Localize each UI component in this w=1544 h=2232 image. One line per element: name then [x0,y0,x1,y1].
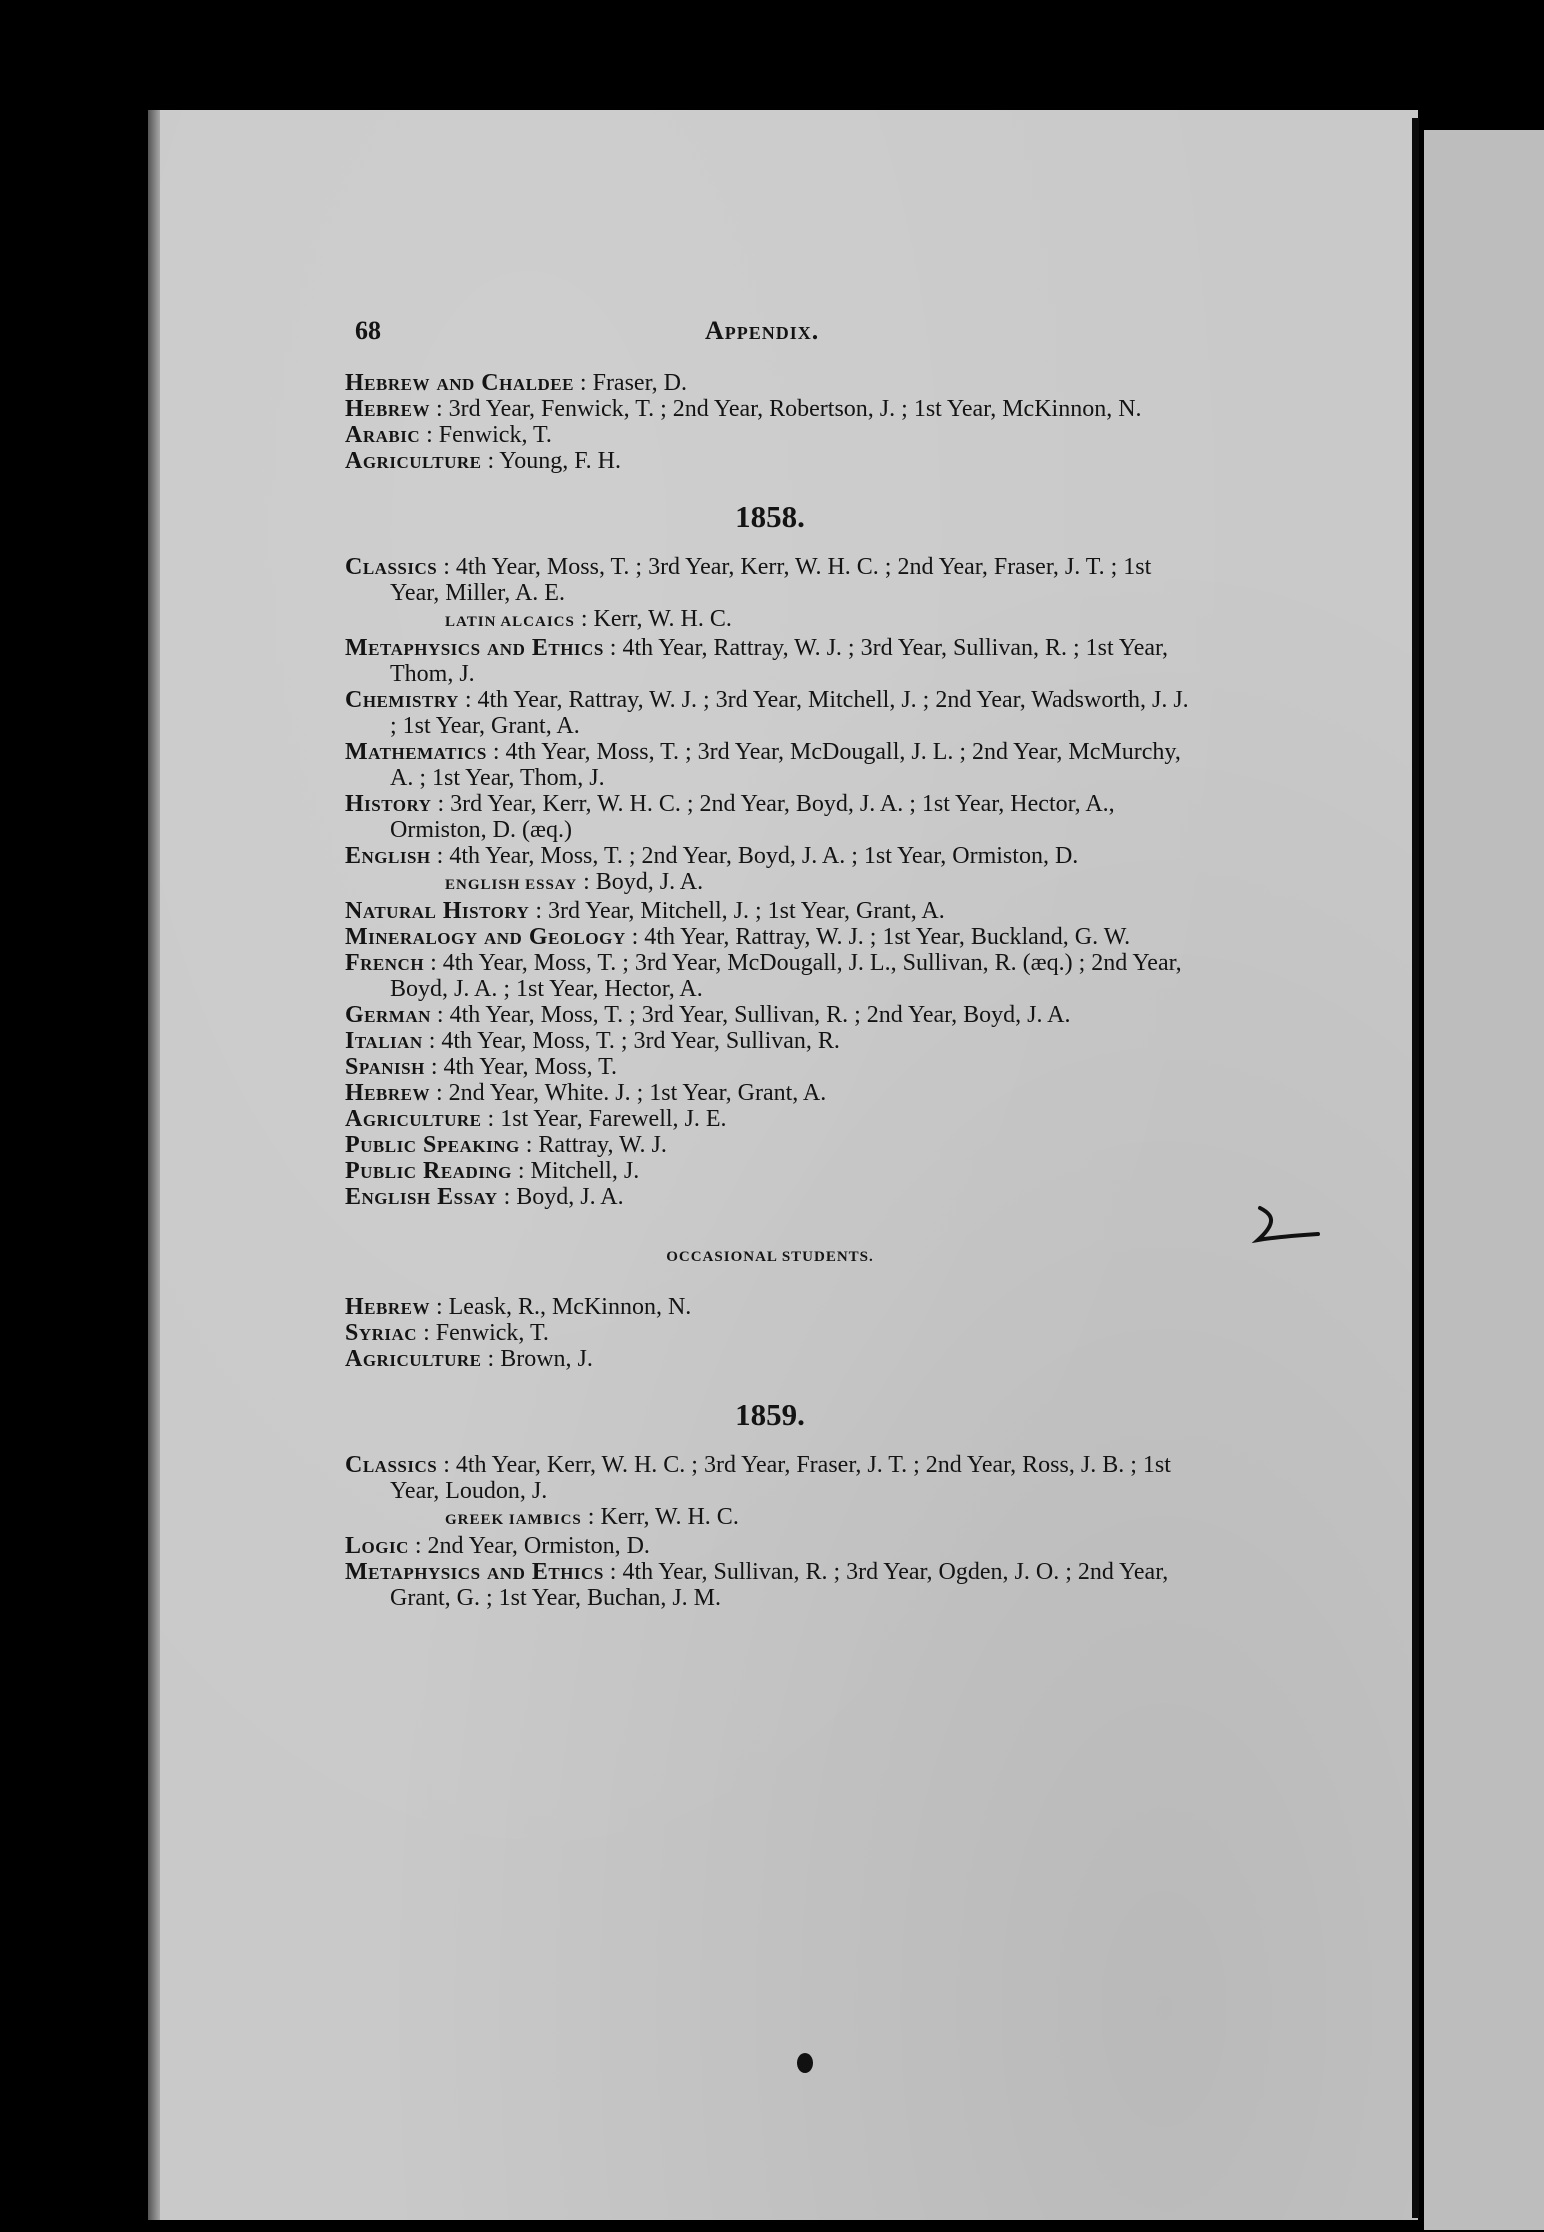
subject-label: Hebrew [345,1294,430,1320]
occasional-students-heading [345,1244,1195,1270]
entry: Hebrew : 2nd Year, White. J. ; 1st Year, Grant, A. [345,1080,827,1106]
subject-label: ENGLISH ESSAY [445,877,578,893]
subject-label: Public Reading [345,1158,512,1184]
running-head: Appendix. [705,316,820,345]
subject-label: Classics [345,1452,438,1478]
year-heading-1858: 1858. [735,499,805,534]
page-content [345,318,1195,1611]
entry-text: 4th Year, Rattray, W. J. ; 3rd Year, Sullivan, R. ; 1st Year, Thom, J. [390,635,1169,687]
subject-label: Mathematics [345,739,487,765]
entry-text: 4th Year, Rattray, W. J. ; 3rd Year, Mitchell, J. ; 2nd Year, Wadsworth, J. J. ; 1st Year, Grant, A. [390,687,1189,739]
page-edge [148,110,160,2220]
subject-label: Logic [345,1533,409,1559]
subject-label: GREEK IAMBICS [445,1512,582,1528]
entry-text: 1st Year, Farewell, J. E. [500,1106,727,1132]
entry-text: Kerr, W. H. C. [593,606,732,632]
entry: History : 3rd Year, Kerr, W. H. C. ; 2nd Year, Boyd, J. A. ; 1st Year, Hector, A., Ormiston, D. (æq.) [345,791,1115,843]
entry-text: Boyd, J. A. [516,1184,624,1210]
entry-text: Rattray, W. J. [538,1132,667,1158]
page-number: 68 [355,316,381,345]
subject-label: Hebrew and Chaldee [345,370,574,396]
entry: Mathematics : 4th Year, Moss, T. ; 3rd Year, McDougall, J. L. ; 2nd Year, McMurchy, A. ; 1st Year, Thom, J. [345,739,1181,791]
entry-text: 4th Year, Moss, T. ; 3rd Year, Sullivan, R. [441,1028,840,1054]
entry-text: 4th Year, Moss, T. ; 3rd Year, Kerr, W. H. C. ; 2nd Year, Fraser, J. T. ; 1st Year, Miller, A. E. [390,554,1152,606]
subject-label: German [345,1002,431,1028]
entry: English Essay : Boyd, J. A. [345,1184,624,1210]
entry-text: Brown, J. [500,1346,593,1372]
entry-text: Mitchell, J. [530,1158,640,1184]
entry: Chemistry : 4th Year, Rattray, W. J. ; 3rd Year, Mitchell, J. ; 2nd Year, Wadsworth, J. J. ; 1st Year, Grant, A. [345,687,1189,739]
entry-text: Fenwick, T. [435,1320,549,1346]
entry: Public Reading : Mitchell, J. [345,1158,640,1184]
entry-text: 4th Year, Rattray, W. J. ; 1st Year, Buckland, G. W. [644,924,1131,950]
entry: Spanish : 4th Year, Moss, T. [345,1054,618,1080]
entry-text: 3rd Year, Kerr, W. H. C. ; 2nd Year, Boyd, J. A. ; 1st Year, Hector, A., Ormiston, D. (æq.) [390,791,1115,843]
entry-text: 4th Year, Sullivan, R. ; 3rd Year, Ogden, J. O. ; 2nd Year, Grant, G. ; 1st Year, Buchan, J. M. [390,1559,1169,1611]
entry: English : 4th Year, Moss, T. ; 2nd Year, Boyd, J. A. ; 1st Year, Ormiston, D. [345,843,1079,869]
entry: Hebrew : 3rd Year, Fenwick, T. ; 2nd Year, Robertson, J. ; 1st Year, McKinnon, N. [345,396,1142,422]
subject-label: English Essay [345,1184,498,1210]
entry-text: Kerr, W. H. C. [600,1504,739,1530]
entry: Metaphysics and Ethics : 4th Year, Sullivan, R. ; 3rd Year, Ogden, J. O. ; 2nd Year, Grant, G. ; 1st Year, Buchan, J. M. [345,1559,1169,1611]
subject-label: English [345,843,431,869]
entry-text: Leask, R., McKinnon, N. [448,1294,692,1320]
entry: Logic : 2nd Year, Ormiston, D. [345,1533,650,1559]
subject-label: French [345,950,425,976]
subject-label: Metaphysics and Ethics [345,1559,604,1585]
subject-label: Hebrew [345,396,430,422]
entry-text: Fraser, D. [592,370,687,396]
book-gutter [1412,118,1419,2218]
entry: German : 4th Year, Moss, T. ; 3rd Year, Sullivan, R. ; 2nd Year, Boyd, J. A. [345,1002,1071,1028]
intro-entries [345,370,1195,474]
entry: Agriculture : Brown, J. [345,1346,593,1372]
subject-label: LATIN ALCAICS [445,614,575,630]
entry-text: Boyd, J. A. [595,869,704,895]
entry-text: Fenwick, T. [438,422,552,448]
subject-label: Italian [345,1028,423,1054]
entry: Natural History : 3rd Year, Mitchell, J. ; 1st Year, Grant, A. [345,898,945,924]
entry-text: 4th Year, Moss, T. ; 3rd Year, McDougall, J. L., Sullivan, R. (æq.) ; 2nd Year, Boyd, J. A. ; 1st Year, Hector, A. [390,950,1182,1002]
sub-entry: GREEK IAMBICS : Kerr, W. H. C. [445,1504,739,1530]
subject-label: Syriac [345,1320,418,1346]
subject-label: Metaphysics and Ethics [345,635,604,661]
year-heading-1859: 1859. [735,1397,805,1432]
sub-entry: LATIN ALCAICS : Kerr, W. H. C. [445,606,732,632]
ink-blot [797,2053,813,2073]
entry-text: Young, F. H. [499,448,621,474]
entry: Hebrew and Chaldee : Fraser, D. [345,370,687,396]
subject-label: Chemistry [345,687,459,713]
entry-text: 2nd Year, Ormiston, D. [427,1533,650,1559]
subject-label: Classics [345,554,438,580]
occasional-heading-text: OCCASIONAL STUDENTS. [666,1249,874,1265]
entry: Classics : 4th Year, Kerr, W. H. C. ; 3rd Year, Fraser, J. T. ; 2nd Year, Ross, J. B. ; 1st Year, Loudon, J. [345,1452,1171,1504]
subject-label: Agriculture [345,448,482,474]
entry: French : 4th Year, Moss, T. ; 3rd Year, McDougall, J. L., Sullivan, R. (æq.) ; 2nd Year, Boyd, J. A. ; 1st Year, Hector, A. [345,950,1182,1002]
entry: Mineralogy and Geology : 4th Year, Rattray, W. J. ; 1st Year, Buckland, G. W. [345,924,1131,950]
occasional-students [345,1294,1195,1372]
subject-label: Hebrew [345,1080,430,1106]
subject-label: Arabic [345,422,421,448]
entry: Italian : 4th Year, Moss, T. ; 3rd Year, Sullivan, R. [345,1028,840,1054]
subject-label: Natural History [345,898,530,924]
entry-text: 4th Year, Moss, T. [443,1054,618,1080]
entry: Metaphysics and Ethics : 4th Year, Rattray, W. J. ; 3rd Year, Sullivan, R. ; 1st Year, Thom, J. [345,635,1169,687]
entry: Agriculture : Young, F. H. [345,448,621,474]
entry-text: 3rd Year, Mitchell, J. ; 1st Year, Grant, A. [547,898,945,924]
pencil-mark [1248,1200,1328,1260]
entry-text: 4th Year, Moss, T. ; 2nd Year, Boyd, J. A. ; 1st Year, Ormiston, D. [449,843,1079,869]
entry-text: 3rd Year, Fenwick, T. ; 2nd Year, Robertson, J. ; 1st Year, McKinnon, N. [448,396,1142,422]
entry-text: 4th Year, Moss, T. ; 3rd Year, Sullivan, R. ; 2nd Year, Boyd, J. A. [449,1002,1071,1028]
entry: Public Speaking : Rattray, W. J. [345,1132,667,1158]
entry: Syriac : Fenwick, T. [345,1320,549,1346]
subject-label: Public Speaking [345,1132,520,1158]
entry: Hebrew : Leask, R., McKinnon, N. [345,1294,692,1320]
subject-label: Agriculture [345,1346,482,1372]
section-1858 [345,554,1195,1210]
section-1859 [345,1452,1195,1611]
subject-label: Spanish [345,1054,425,1080]
entry-text: 4th Year, Moss, T. ; 3rd Year, McDougall, J. L. ; 2nd Year, McMurchy, A. ; 1st Year, Thom, J. [390,739,1181,791]
page-header [345,318,1195,370]
entry: Agriculture : 1st Year, Farewell, J. E. [345,1106,727,1132]
entry-text: 2nd Year, White. J. ; 1st Year, Grant, A. [448,1080,827,1106]
entry-text: 4th Year, Kerr, W. H. C. ; 3rd Year, Fraser, J. T. ; 2nd Year, Ross, J. B. ; 1st Year, Loudon, J. [390,1452,1171,1504]
subject-label: Agriculture [345,1106,482,1132]
sub-entry: ENGLISH ESSAY : Boyd, J. A. [445,869,704,895]
subject-label: History [345,791,432,817]
subject-label: Mineralogy and Geology [345,924,626,950]
facing-page [1424,130,1544,2230]
entry: Classics : 4th Year, Moss, T. ; 3rd Year, Kerr, W. H. C. ; 2nd Year, Fraser, J. T. ; 1st Year, Miller, A. E. [345,554,1152,606]
entry: Arabic : Fenwick, T. [345,422,552,448]
